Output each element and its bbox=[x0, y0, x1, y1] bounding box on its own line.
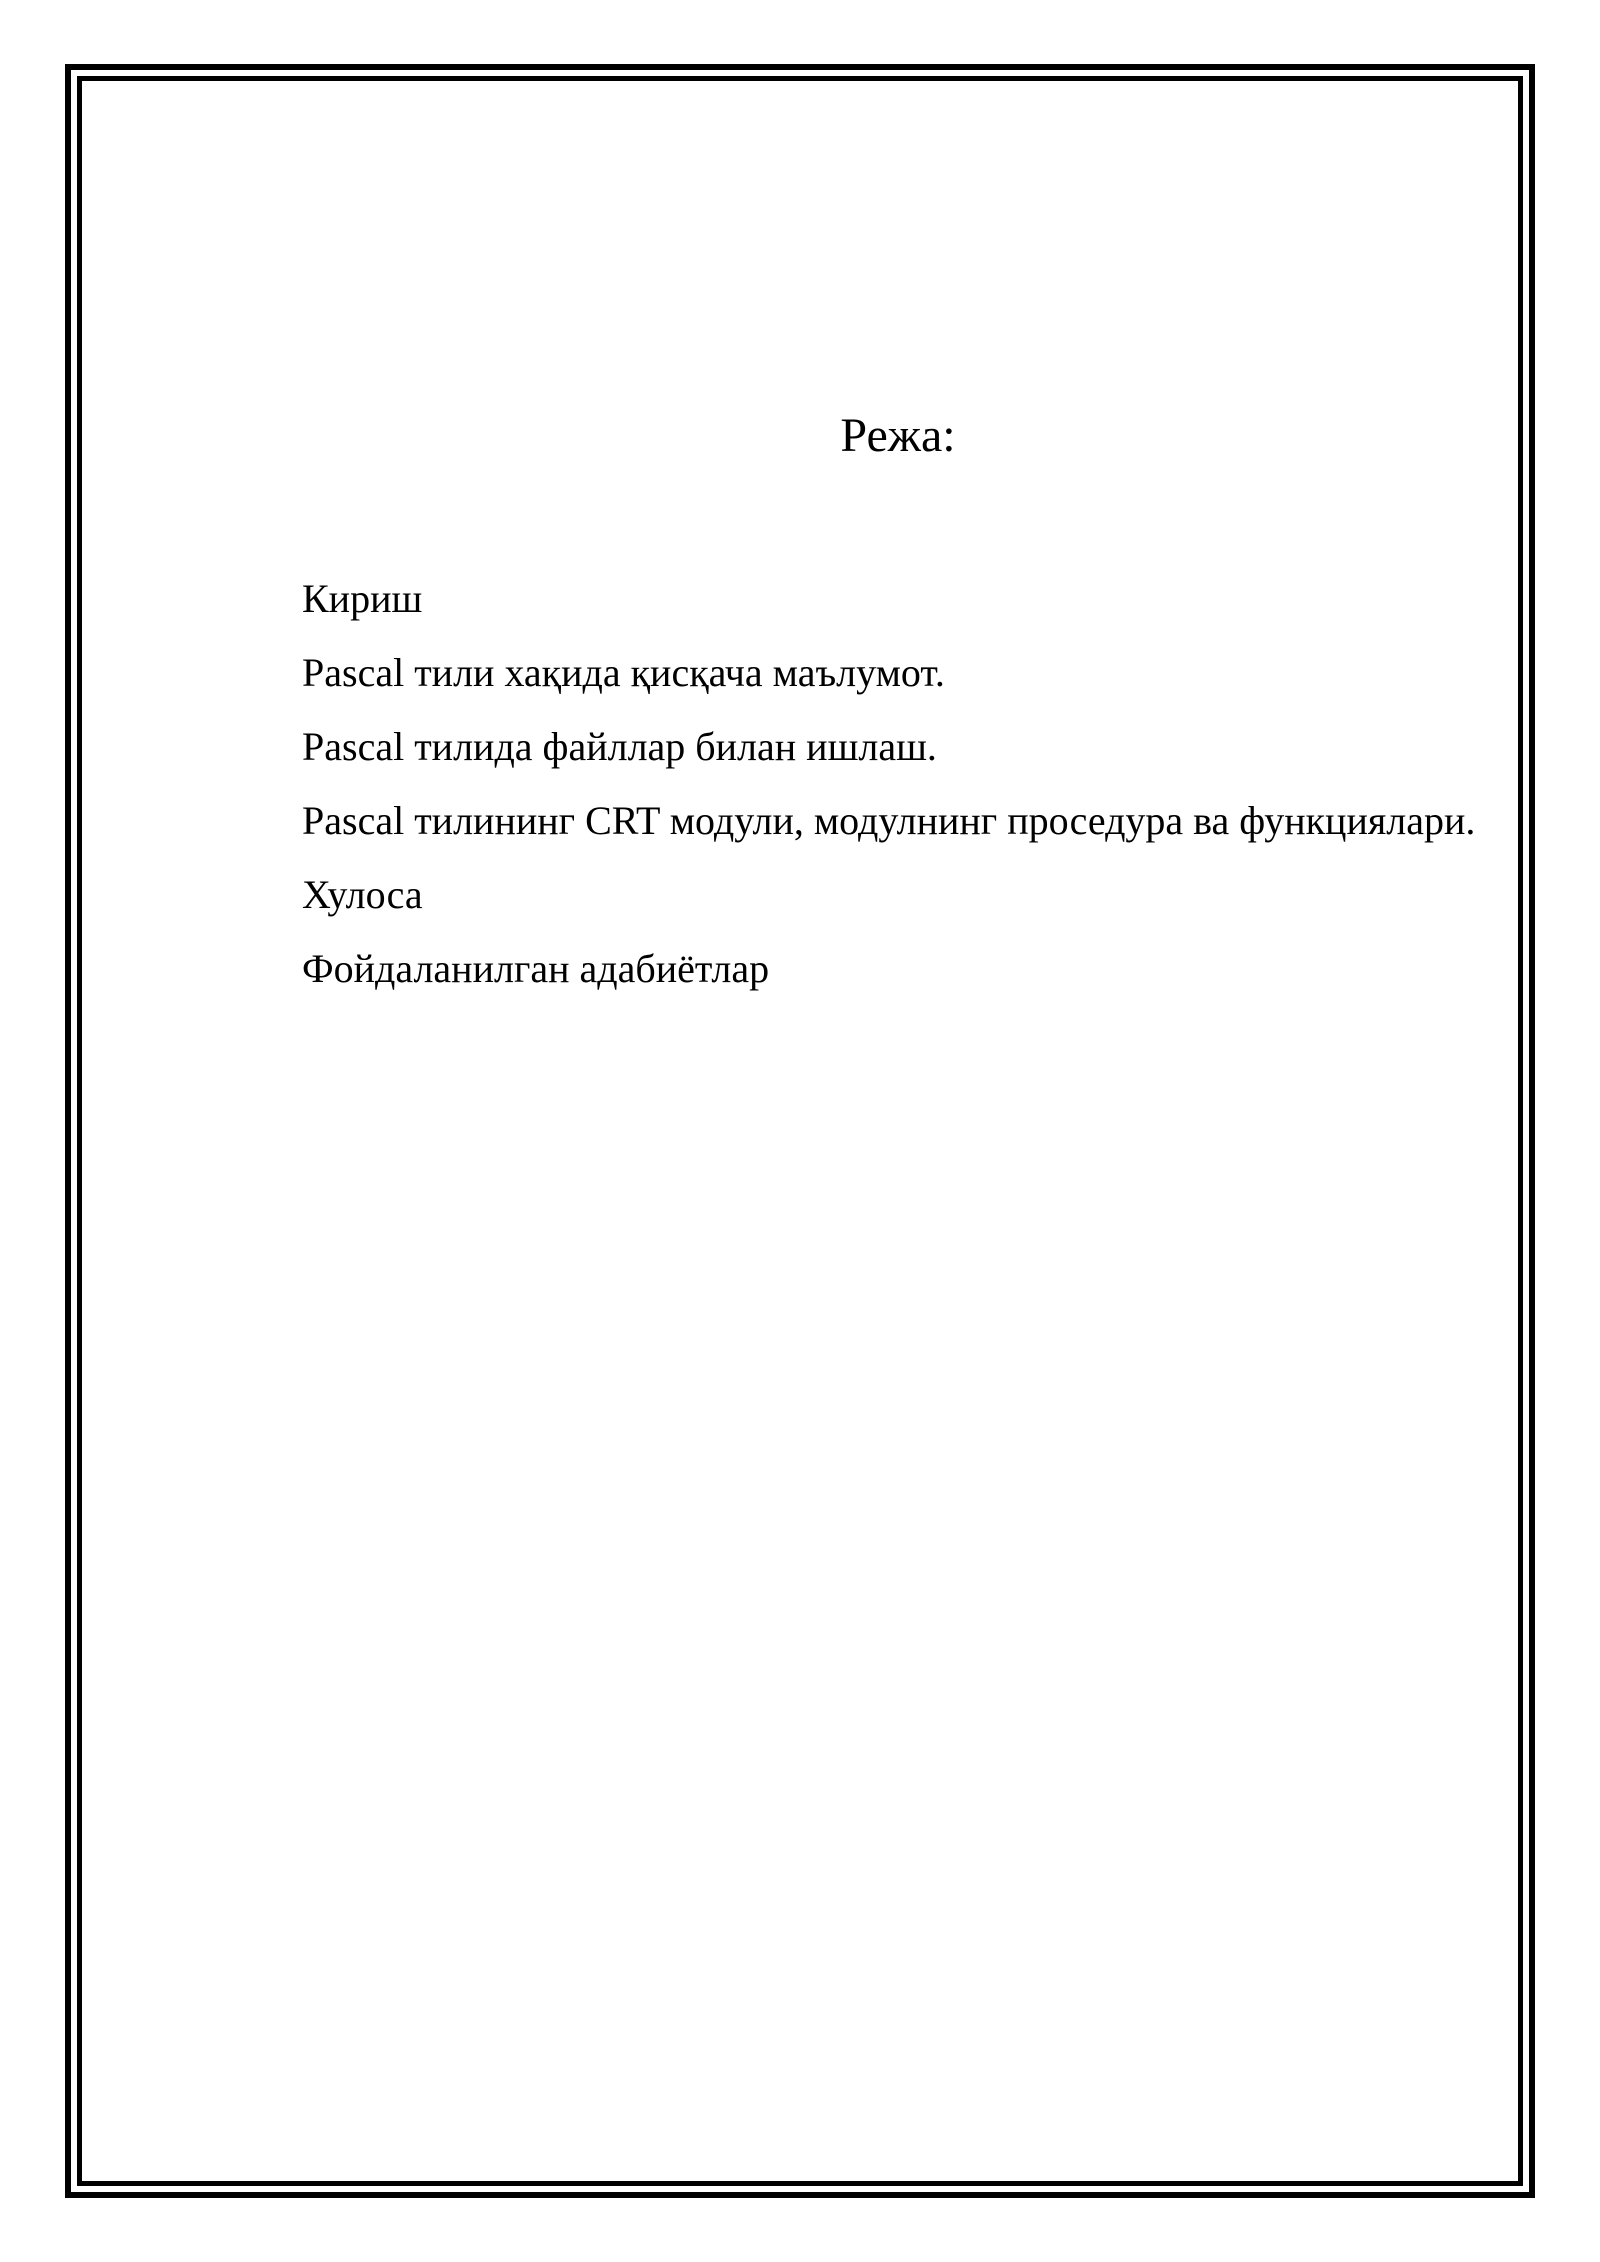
plan-item-crt-module: Pascal тилининг CRT модули, модулнинг проседура ва функциялари. bbox=[302, 798, 1476, 843]
page-border-inner bbox=[77, 76, 1523, 2186]
plan-list bbox=[302, 562, 1488, 1006]
plan-item-pascal-overview: Pascal тили хақида қисқача маълумот. bbox=[302, 650, 945, 695]
plan-item-references: Фойдаланилган адабиётлар bbox=[302, 946, 770, 991]
plan-item-pascal-files: Pascal тилида файллар билан ишлаш. bbox=[302, 724, 937, 769]
plan-item-conclusion: Хулоса bbox=[302, 872, 423, 917]
page-title: Режа: bbox=[840, 409, 956, 462]
plan-item-introduction: Кириш bbox=[302, 576, 423, 621]
